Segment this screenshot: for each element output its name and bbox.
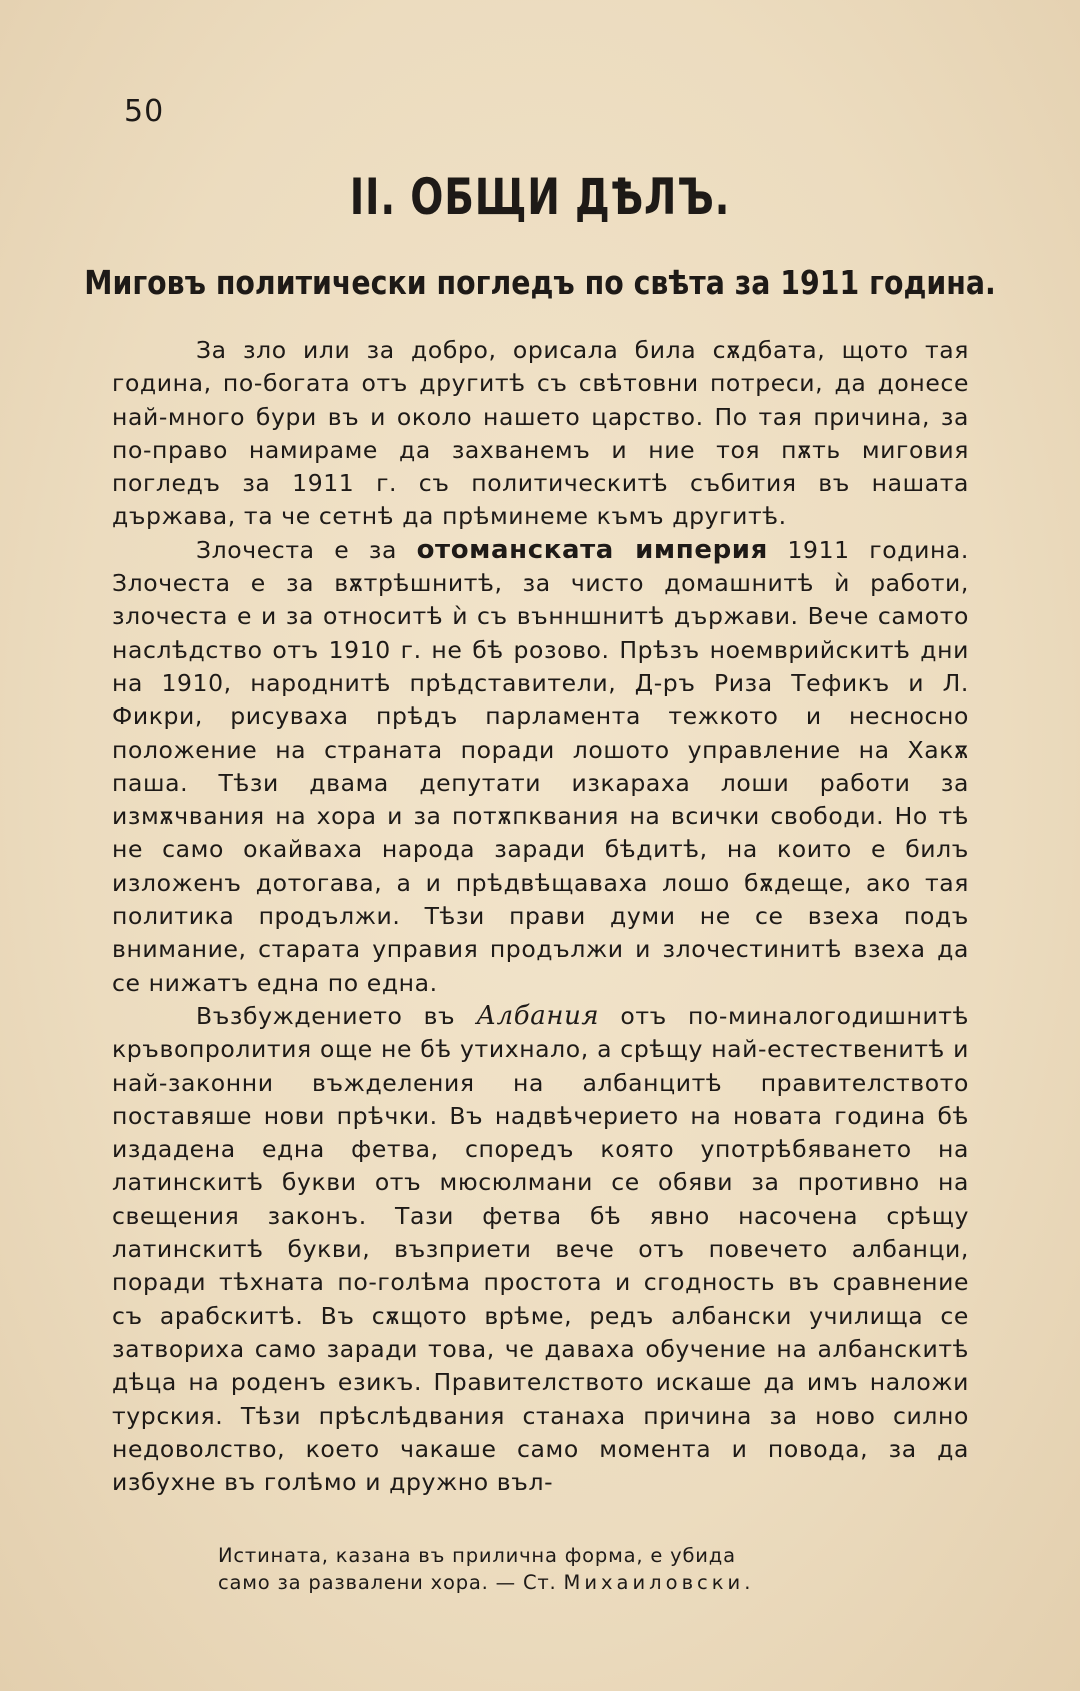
page-number: 50	[124, 94, 165, 129]
article-title: Миговъ политически погледъ по свѣта за 1911 година.	[84, 263, 996, 302]
paragraph-2	[112, 534, 969, 1000]
paragraph-3	[112, 1000, 969, 1499]
quote-line-1: Истината, казана въ прилична форма, е убида	[218, 1544, 736, 1567]
paragraph-2-emphasis: отоманската империя	[416, 534, 768, 565]
paragraph-2-start: Злочеста е за	[196, 535, 417, 564]
body-text	[112, 334, 969, 1499]
paragraph-3-start: Възбуждението въ	[196, 1001, 477, 1030]
quote-line-2	[218, 1569, 858, 1596]
quote-line-2-text: само за развалени хора. — Ст.	[218, 1571, 564, 1594]
paragraph-1: За зло или за добро, орисала била сѫдбата, щото тая година, по-богата отъ другитѣ съ свѣтовни потреси, да донесе най-много бури въ и около нашето царство. По тая причина, за по-право намираме да захванемъ и ние тоя пѫть миговия погледъ за 1911 г. съ политическитѣ събития въ нашата държава, та че сетнѣ да прѣминеме къмъ другитѣ.	[112, 336, 969, 531]
paragraph-3-rest: отъ по-миналогодишнитѣ кръвопролития още не бѣ утихнало, а срѣщу най-естественитѣ и най-законни въжделения на албанцитѣ правителството поставяше нови прѣчки. Въ надвѣчерието на новата година бѣ издадена една фетва, споредъ която употрѣбяването на латинскитѣ букви отъ мюсюлмани се обяви за противно на свещения законъ. Тази фетва бѣ явно насочена срѣщу латинскитѣ букви, възприети вече отъ повечето албанци, поради тѣхната по-голѣма простота и сгодность въ сравнение съ арабскитѣ. Въ сѫщото врѣме, редъ албански училища се затвориха само заради това, че даваха обучение на албанскитѣ дѣца на роденъ езикъ. Правителството искаше да имъ наложи турския. Тѣзи прѣслѣдвания станаха причина за ново силно недоволство, което чакаше само момента и повода, за да избухне въ голѣмо и дружно въл-	[112, 1001, 969, 1497]
paragraph-3-italic: Албания	[476, 1000, 600, 1031]
footer-quote	[218, 1542, 858, 1596]
paragraph-2-rest: 1911 година. Злочеста е за вѫтрѣшнитѣ, за чисто домашнитѣ ѝ работи, злочеста е и за относитѣ ѝ съ вънншнитѣ държави. Вече самото наслѣдство отъ 1910 г. не бѣ розово. Прѣзъ ноемврийскитѣ дни на 1910, народнитѣ прѣдставители, Д-ръ Риза Тефикъ и Л. Фикри, рисуваха прѣдъ парламента тежкото и несносно положение на страната поради лошото управление на Хакѫ паша. Тѣзи двама депутати изкараха лоши работи за измѫчвания на хора и за потѫпквания на всички свободи. Но тѣ не само окайваха народа заради бѣдитѣ, на които е билъ изложенъ дотогава, а и прѣдвѣщаваха лошо бѫдеще, ако тая политика продължи. Тѣзи прави думи не се взеха подъ внимание, старата управия продължи и злочестинитѣ взеха да се нижатъ една по една.	[112, 535, 969, 997]
chapter-title: II. ОБЩИ ДѢЛЪ.	[349, 168, 731, 226]
quote-author: Михаиловски.	[563, 1571, 755, 1594]
